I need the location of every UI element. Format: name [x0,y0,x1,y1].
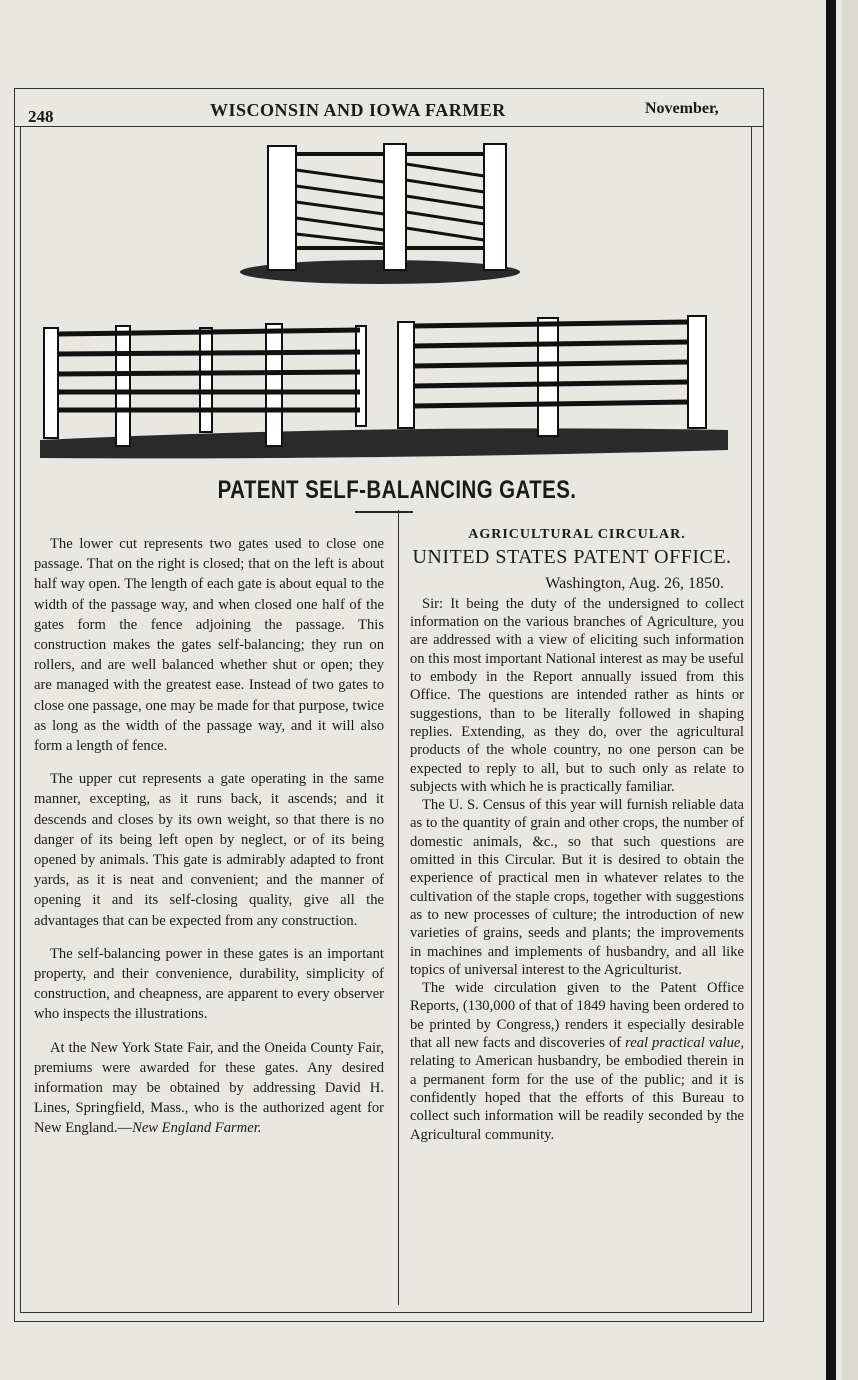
circular-column [410,526,744,1144]
circular-office: UNITED STATES PATENT OFFICE. [412,546,732,569]
upper-gate-illustration [240,140,522,292]
lower-gates-illustration [40,312,728,462]
running-head: WISCONSIN AND IOWA FARMER [210,100,506,120]
running-month: November, [645,100,719,117]
circular-text: relating to American husbandry, be embodied therein in a permanent form for the use of the public; and it is confidently hoped that the efforts of this Bureau to collect such information will be readily seconded by the Agricultural community. [410,1053,744,1143]
gates-paragraph: The lower cut represents two gates used to close one passage. That on the right is closed; that on the left is about half way open. The length of each gate is about equal to the width of the passage way, and when closed one half of the gates form the fence adjoining the passage. This construction makes the gates self-balancing; they run on rollers, and are well balanced whether shut or open; they are managed with the greatest ease. Instead of two gates to close one passage, one may be made for that purpose, twice as long as the width of the passage way, and it will also form a length of fence. [34,536,384,755]
page-number: 248 [28,107,54,126]
article-title: PATENT SELF-BALANCING GATES. [217,476,577,504]
gates-paragraph [34,1038,384,1139]
gates-last-paragraph: At the New York State Fair, and the Oneida County Fair, premiums were awarded for these gates. Any desired information may be obtained by addressing David H. Lines, Springfield, Mass., who is the authorized agent for New England.— [34,1039,384,1137]
circular-paragraph [410,979,744,1144]
circular-paragraph: Sir: It being the duty of the undersigned to collect information on the various branches of Agriculture, you are addressed with a view of eliciting such information on this most important National interest as may be useful to embody in the Report annually issued from this Office. The questions are intended rather as hints or suggestions, than to be literally followed in shaping replies. Extending, as they do, over the agricultural products of the whole country, no one person can be expected to reply to all, but to such only as relate to subjects with which he is practically familiar. [410,595,744,795]
page-edge-shadow [826,0,836,1380]
circular-paragraph: The U. S. Census of this year will furnish reliable data as to the quantity of grain and other crops, the number of domestic animals, &c., so that such questions are omitted in this Circular. But it is desired to obtain the experience of practical men in whatever relates to the cultivation of the staple crops, together with suggestions as to new processes of culture; the introduction of new varieties of grains, seeds and plants; the improvements in machines and implements of husbandry, and all like topics of universal interest to the Agriculturist. [410,797,744,978]
page-edge [842,0,858,1380]
gates-paragraph: The upper cut represents a gate operating in the same manner, excepting, as it runs back, it ascends; and it descends and closes by its own weight, so that there is no danger of its being left open by neglect, or of its being opened by animals. This gate is admirably adapted to front yards, as it is neat and convenient; and the manner of opening it and its self-closing quality, give all the advantages that can be expected from any construction. [34,771,384,929]
column-divider [398,510,399,1305]
circular-heading: AGRICULTURAL CIRCULAR. [468,527,686,542]
title-rule [355,511,413,513]
circular-text: The wide circulation given to the Patent Office Reports, (130,000 of that of 1849 having been ordered to be printed by Congress,) renders it especially desirable that all new facts and discoveries of [410,980,744,1052]
gates-article-column [34,534,384,1152]
source-credit: New England Farmer. [132,1120,262,1137]
circular-dateline: Washington, Aug. 26, 1850. [545,574,724,592]
gates-paragraph: The self-balancing power in these gates is an important property, and their convenience, durability, simplicity of construction, and cheapness, are apparent to every observer who inspects the illustrations. [34,945,384,1023]
circular-emphasis: real practical value, [625,1035,744,1052]
